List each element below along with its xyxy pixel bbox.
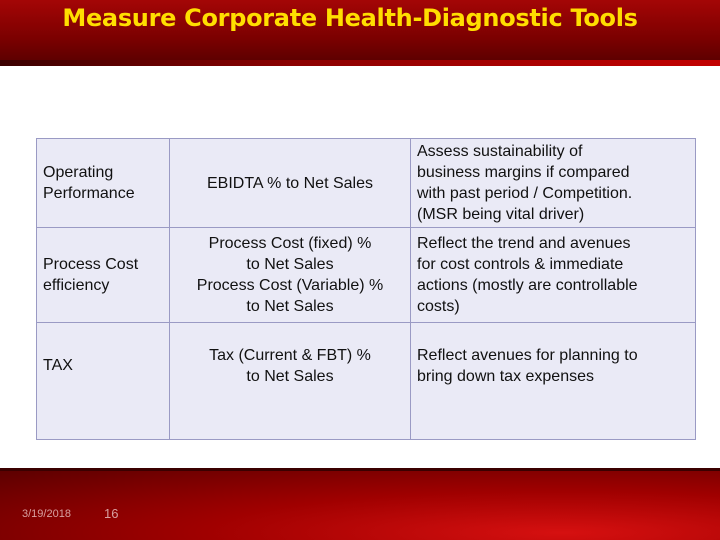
purpose-line: business margins if compared (417, 164, 630, 181)
purpose-line: actions (mostly are controllable (417, 277, 638, 294)
measure-cell (170, 228, 411, 323)
category-line: TAX (43, 357, 73, 374)
table-row (37, 139, 696, 228)
purpose-line: Reflect the trend and avenues (417, 235, 631, 252)
category-cell (37, 139, 170, 228)
measure-line: Process Cost (fixed) % (208, 235, 372, 252)
slide-date: 3/19/2018 (22, 508, 71, 520)
purpose-cell (411, 228, 696, 323)
purpose-line: costs) (417, 298, 460, 315)
measure-cell (170, 323, 411, 440)
category-line: Performance (43, 185, 135, 202)
measure-line: EBIDTA % to Net Sales (207, 174, 373, 192)
purpose-cell (411, 139, 696, 228)
slide-number: 16 (104, 506, 119, 521)
measure-cell (170, 139, 411, 228)
category-cell (37, 228, 170, 323)
measure-line: Tax (Current & FBT) % (209, 347, 371, 364)
category-line: Process Cost (43, 256, 139, 273)
purpose-line: (MSR being vital driver) (417, 206, 585, 223)
measure-line: to Net Sales (246, 256, 334, 273)
measure-line: Process Cost (Variable) % (196, 277, 384, 294)
category-line: efficiency (43, 277, 110, 294)
purpose-line: for cost controls & immediate (417, 256, 624, 273)
footer-band (0, 468, 720, 540)
category-cell (37, 323, 170, 440)
measure-line: to Net Sales (246, 298, 334, 315)
purpose-line: Assess sustainability of (417, 143, 583, 160)
measure-line: to Net Sales (246, 368, 334, 385)
diagnostic-table (36, 138, 696, 440)
table-row (37, 323, 696, 440)
slide-title: Measure Corporate Health-Diagnostic Tools (62, 4, 638, 32)
table-row (37, 228, 696, 323)
purpose-line: bring down tax expenses (417, 368, 594, 385)
purpose-line: with past period / Competition. (417, 185, 633, 202)
purpose-line: Reflect avenues for planning to (417, 347, 638, 364)
category-line: Operating (43, 164, 114, 181)
purpose-cell (411, 323, 696, 440)
